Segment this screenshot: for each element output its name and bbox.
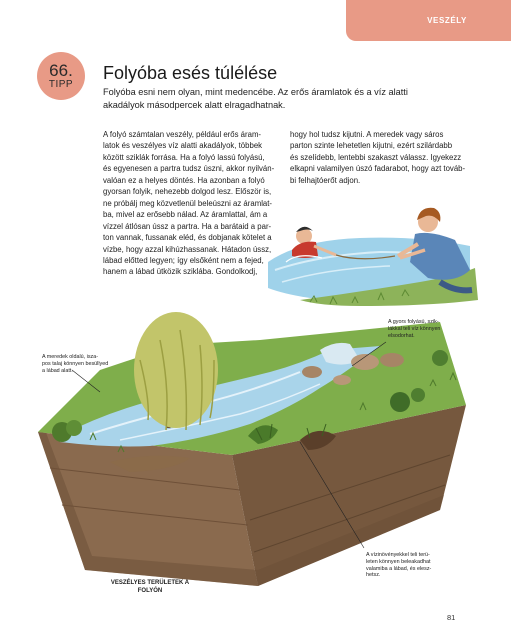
body-line: parton szinte lehetetlen kijutni, ezért szilárdabb xyxy=(290,141,453,151)
label-line: valamiba a lábad, és elesz- xyxy=(366,565,432,572)
body-line: ba, mivel az erősebb nálad. Az áramlattal, ám a xyxy=(103,210,268,220)
label-line: pos talaj könnyen besüllyed xyxy=(42,360,109,367)
body-line: lábad előtted legyen; így elsőként nem a fejed, xyxy=(103,255,264,265)
body-line: elkapni valamilyen úszó fadarabot, hogy azt továb- xyxy=(290,164,466,174)
rescue-illustration xyxy=(268,208,478,306)
body-line: vízbe, hogy azzal kihúzhassanak. Hátadon ússz, xyxy=(103,244,272,254)
body-line: hogy hol tudsz kijutni. A meredek vagy sáros xyxy=(290,130,444,139)
label-line: lákkal teli víz könnyen xyxy=(388,325,441,332)
body-line: között sziklák forrása. Ha a folyó lassú folyású, xyxy=(103,152,265,162)
label-line: leten könnyen beleakadhat xyxy=(366,558,431,565)
body-line: ne próbálj meg közvetlenül beleúszni az áramlat- xyxy=(103,198,273,208)
body-line: valóan ez a helyes döntés. Ha azonban a folyó xyxy=(103,175,265,185)
body-line: és egyenesen a partra tudsz úszni, akkor nyilván- xyxy=(103,164,275,174)
body-line: latok és veszélyes víz alatti akadályok, többek xyxy=(103,141,263,151)
subtitle-line: akadályok másodpercek alatt elragadhatnak. xyxy=(103,100,286,110)
subtitle-line: Folyóba esni nem olyan, mint medencébe. Az erős áramlatok és a víz alatti xyxy=(103,87,408,97)
figure-caption xyxy=(80,580,220,595)
body-line: A folyó számtalan veszély, például erős áram- xyxy=(103,130,262,139)
section-label: VESZÉLY xyxy=(427,16,467,25)
body-line: és szelídebb, lentebbi szakaszt válassz. Igyekezz xyxy=(290,152,462,162)
tip-word: TIPP xyxy=(48,79,74,90)
body-line: gyorsan folyik, nehezebb dolgod lesz. Először is, xyxy=(103,187,272,197)
page-title: Folyóba esés túlélése xyxy=(103,63,278,83)
label-line: A gyors folyású, szik- xyxy=(388,319,439,325)
label-water-plants xyxy=(366,552,431,579)
body-line: ton vannak, fussanak eléd, és dobjanak kötelet a xyxy=(103,233,272,243)
label-line: A vízinövényekkel teli terü- xyxy=(366,552,430,558)
label-line: hetsz. xyxy=(366,572,381,579)
tip-number: 66. xyxy=(49,61,73,80)
caption-line: VESZÉLYES TERÜLETEK A xyxy=(110,580,190,586)
label-line: elsodorhat. xyxy=(388,332,415,339)
body-line: bi felhajtóerőt adjon. xyxy=(290,175,361,185)
label-steep-bank xyxy=(42,354,108,374)
caption-line: FOLYÓN xyxy=(137,587,163,594)
label-line: A meredek oldalú, isza- xyxy=(42,354,99,360)
label-line: a lábad alatt. xyxy=(42,367,73,374)
page-number: 81 xyxy=(447,613,456,622)
label-fast-water xyxy=(388,319,440,339)
body-line: hanem a lábad ütközik sziklába. Gondolkodj, xyxy=(103,267,258,277)
body-line: vízzel átlósan ússz a partra. Ha a barátaid a par- xyxy=(103,221,272,231)
